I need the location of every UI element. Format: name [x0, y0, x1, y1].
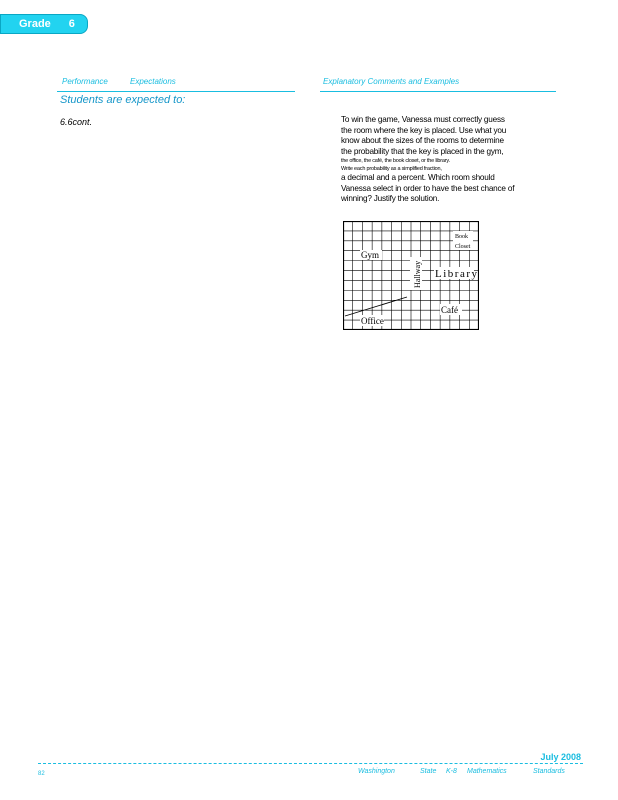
grade-tab [0, 14, 88, 34]
footer-standards: Standards [533, 768, 565, 775]
footer-mathematics: Mathematics [467, 768, 507, 775]
page-number: 82 [38, 771, 45, 777]
example-line: the room where the key is placed. Use what you [341, 125, 507, 135]
example-line: the probability that the key is placed in the gym, [341, 146, 504, 156]
grade-label: Grade [19, 18, 51, 30]
example-line: Write each probability as a simplified fraction, [341, 166, 442, 172]
column-header-performance: Performance [62, 77, 108, 86]
floor-plan-grid [343, 221, 479, 330]
column-header-comments: Explanatory Comments and Examples [323, 77, 460, 86]
example-text [341, 115, 571, 205]
footer-rule [38, 763, 583, 764]
item-code: 6.6cont. [60, 117, 93, 127]
book-label: Book [455, 234, 469, 240]
footer-date: July 2008 [540, 752, 581, 762]
students-expected-heading: Students are expected to: [60, 94, 186, 106]
example-line: know about the sizes of the rooms to determine [341, 136, 504, 145]
example-line: Vanessa select in order to have the best chance of [341, 183, 515, 193]
office-label: Office [361, 316, 384, 326]
column-header-expectations: Expectations [130, 77, 176, 86]
hallway-label: Hallway [413, 260, 422, 288]
example-line: a decimal and a percent. Which room should [341, 173, 495, 182]
footer-washington: Washington [358, 768, 395, 775]
office-wall-line [345, 297, 407, 316]
example-line: the office, the café, the book closet, or the library. [341, 158, 450, 164]
closet-label: Closet [455, 244, 471, 250]
example-line: To win the game, Vanessa must correctly guess [341, 115, 505, 124]
footer-k8: K-8 [446, 768, 457, 775]
right-header-rule [320, 91, 556, 92]
grade-number: 6 [68, 18, 75, 30]
cafe-label: Café [441, 305, 458, 315]
left-header-rule [57, 91, 295, 92]
gym-label: Gym [361, 250, 379, 260]
footer-state: State [420, 768, 437, 775]
library-label: Library [435, 268, 479, 280]
example-line: winning? Justify the solution. [341, 194, 440, 203]
